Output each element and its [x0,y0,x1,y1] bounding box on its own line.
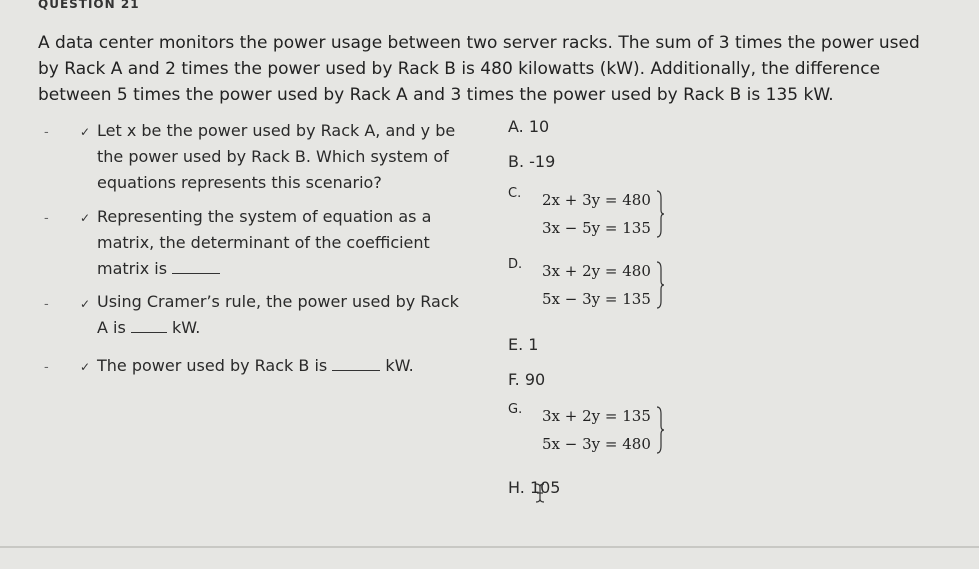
answer-dropdown-3[interactable] [38,292,94,316]
dropdown-selected-value: - [44,359,49,375]
chevron-down-icon: ✓ [79,297,90,311]
prompt-line: the power used by Rack B. Which system of [97,147,449,166]
option-b [508,150,555,174]
prompt-cramer-rack-a [97,289,459,341]
dropdown-selected-value: - [44,124,49,140]
option-value: -19 [529,152,556,171]
option-value: 90 [524,370,546,389]
stem-line-2: by Rack A and 2 times the power used by Rack B is 480 kilowatts (kW). Additionally, the difference [38,59,881,79]
prompt-line: equations represents this scenario? [97,173,382,192]
option-letter: H. [508,478,525,497]
option-letter: E. [508,335,524,354]
prompt-unit: kW. [385,356,414,375]
equation-2: 3x − 5y = 135 [542,219,651,237]
equation-2: 5x − 3y = 480 [542,435,651,453]
answer-dropdown-2[interactable] [38,206,94,230]
prompt-line [97,256,431,282]
prompt-determinant [97,204,431,282]
option-value: 105 [529,478,561,497]
right-brace-icon [656,190,664,238]
equation-1: 2x + 3y = 480 [542,191,651,209]
option-value: 10 [528,117,550,136]
prompt-text: The power used by Rack B is [97,356,328,375]
prompt-unit: kW. [172,318,201,337]
prompt-text: matrix is [97,259,168,278]
prompt-rack-b [97,353,414,379]
option-value: 1 [528,335,539,354]
option-letter: A. [508,117,524,136]
equation-1: 3x + 2y = 480 [542,262,651,280]
question-header: QUESTION 21 [38,0,140,11]
answer-dropdown-1[interactable] [38,120,94,144]
stem-line-3: between 5 times the power used by Rack A and 3 times the power used by Rack B is 135 kW. [38,85,834,105]
prompt-line: Let x be the power used by Rack A, and y be [97,121,456,140]
equation-1: 3x + 2y = 135 [542,407,651,425]
option-letter: F. [508,370,520,389]
dropdown-selected-value: - [44,210,49,226]
text-cursor-icon [534,482,546,504]
answer-blank [332,357,380,371]
prompt-text: A is [97,318,126,337]
equation-system [542,257,651,313]
chevron-down-icon: ✓ [79,125,90,139]
equation-2: 5x − 3y = 135 [542,290,651,308]
option-letter: D. [508,257,523,272]
right-brace-icon [656,261,664,309]
prompt-line: Representing the system of equation as a [97,207,432,226]
chevron-down-icon: ✓ [79,211,90,225]
equation-system [542,186,651,242]
option-a [508,115,549,139]
dropdown-selected-value: - [44,296,49,312]
right-brace-icon [656,406,664,454]
option-letter: B. [508,152,525,171]
option-letter: C. [508,186,522,201]
bottom-divider [0,546,979,548]
prompt-line [97,353,414,379]
prompt-line [97,315,459,341]
question-stem [38,30,938,108]
option-f [508,368,545,392]
prompt-line: Using Cramer’s rule, the power used by Rack [97,292,459,311]
option-letter: G. [508,402,523,417]
equation-system [542,402,651,458]
answer-blank [172,260,220,274]
answer-blank [131,319,167,333]
option-e [508,333,538,357]
prompt-system-of-equations [97,118,455,196]
prompt-line: matrix, the determinant of the coefficient [97,233,430,252]
stem-line-1: A data center monitors the power usage between two server racks. The sum of 3 times the power used [38,33,920,53]
chevron-down-icon: ✓ [79,360,90,374]
answer-dropdown-4[interactable] [38,355,94,379]
